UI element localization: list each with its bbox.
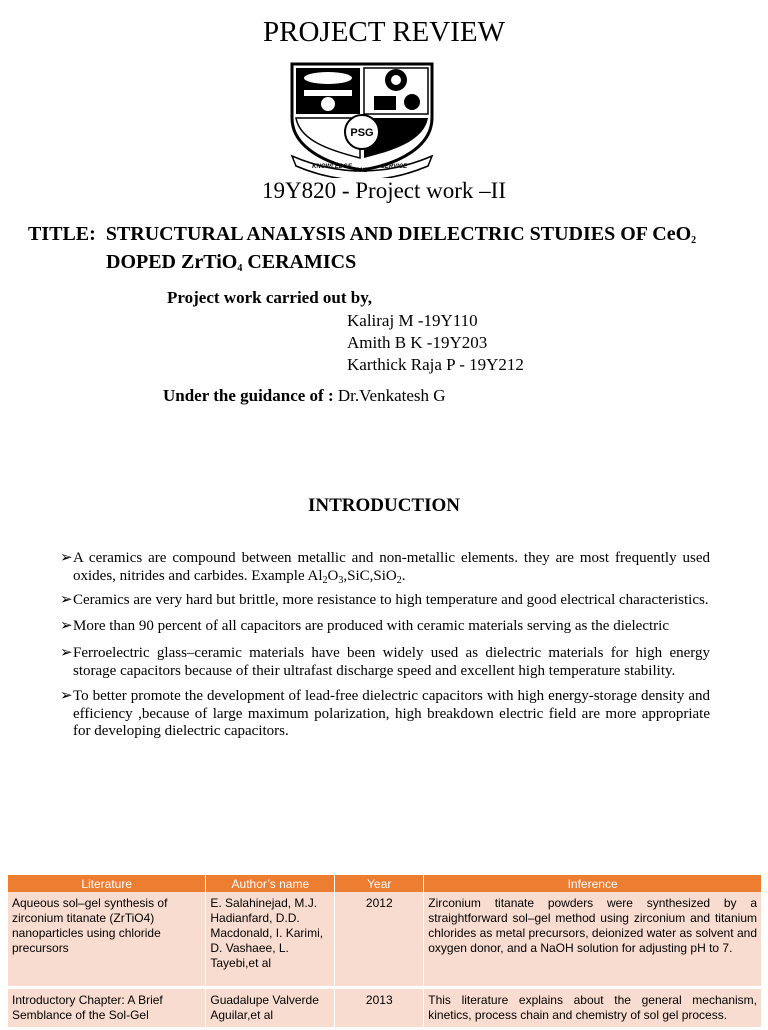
literature-cell: Aqueous sol–gel synthesis of zirconium titanate (ZrTiO4) nanoparticles using chloride precursors xyxy=(8,892,206,987)
bullet-item: ➢ More than 90 percent of all capacitors are produced with ceramic materials serving as the dielectric xyxy=(60,617,669,634)
arrow-bullet-icon: ➢ xyxy=(60,617,73,634)
bullet-item: ➢ A ceramics are compound between metallic and non-metallic elements. they are most frequently used oxides, nitrides and carbides. Example $Al_2O_3,SiC,SiO_2$. xyxy=(60,550,710,586)
bullet-item: ➢ Ferroelectric glass–ceramic materials have been widely used as dielectric materials for high energy storage capacitors because of their ultrafast discharge speed and excellent high temperature stability. xyxy=(60,645,710,679)
college-crest-logo xyxy=(288,60,436,178)
carried-out-label: Project work carried out by, xyxy=(167,288,373,307)
literature-review-table xyxy=(8,875,762,1030)
crest-motto-mid: AND xyxy=(355,168,369,174)
title-line-2 xyxy=(28,248,748,276)
page-heading: PROJECT REVIEW xyxy=(263,16,505,48)
author-cell: E. Salahinejad, M.J. Hadianfard, D.D. Macdonald, I. Karimi, D. Vashaee, L. Tayebi,et al xyxy=(206,892,335,987)
introduction-heading: INTRODUCTION xyxy=(307,495,461,516)
table-row xyxy=(8,987,762,1028)
team-member: Amith B K -19Y203 xyxy=(347,333,488,352)
literature-cell: Introductory Chapter: A Brief Semblance of the Sol-Gel xyxy=(8,987,206,1028)
inference-cell: Zirconium titanate powders were synthesized by a straightforward sol–gel method using zirconium and titanium chlorides as metal precursors, deionized water as solvent and oxygen donor, and a NaOH solution for adjusting pH to 7. xyxy=(424,892,762,987)
column-header: Year xyxy=(335,875,424,892)
bullet-item: ➢ To better promote the development of lead-free dielectric capacitors with high energy-storage density and efficiency ,because of large maximum polarization, high breakdown electric field are more appropriate for developing dielectric capacitors. xyxy=(60,688,710,739)
table-row xyxy=(8,892,762,987)
crest-motto-left: KNOWLEDGE xyxy=(312,164,352,170)
title-subscript-1: 2 xyxy=(691,235,697,246)
crest-monogram: PSG xyxy=(350,127,374,139)
bullet-item: ➢ Ceramics are very hard but brittle, more resistance to high temperature and good electrical characteristics. xyxy=(60,592,709,608)
arrow-bullet-icon: ➢ xyxy=(60,688,73,704)
crest-motto-right: SERVICE xyxy=(380,164,408,170)
author-cell: Guadalupe Valverde Aguilar,et al xyxy=(206,987,335,1028)
guidance-line xyxy=(163,386,446,406)
arrow-bullet-icon: ➢ xyxy=(60,550,73,566)
team-members xyxy=(347,310,524,376)
arrow-bullet-icon: ➢ xyxy=(60,592,73,608)
guidance-label: Under the guidance of : xyxy=(163,386,334,405)
team-member: Kaliraj M -19Y110 xyxy=(347,311,478,330)
year-cell: 2012 xyxy=(335,892,424,987)
year-cell: 2013 xyxy=(335,987,424,1028)
title-prefix: TITLE: xyxy=(28,223,96,245)
team-member: Karthick Raja P - 19Y212 xyxy=(347,355,524,374)
title-text-2: DOPED ZrTiO xyxy=(106,251,238,273)
course-code: 19Y820 - Project work –II xyxy=(261,178,506,203)
inference-cell: This literature explains about the general mechanism, kinetics, process chain and chemistry of sol gel process. xyxy=(424,987,762,1028)
table-header-row xyxy=(8,875,762,892)
project-title xyxy=(28,220,748,276)
column-header: Inference xyxy=(424,875,762,892)
introduction-bullets xyxy=(60,550,710,741)
title-text-2-tail: CERAMICS xyxy=(247,251,357,273)
title-text-1: STRUCTURAL ANALYSIS AND DIELECTRIC STUDIES OF CeO xyxy=(105,223,692,245)
column-header: Author’s name xyxy=(206,875,335,892)
arrow-bullet-icon: ➢ xyxy=(60,645,73,661)
guide-name: Dr.Venkatesh G xyxy=(337,386,446,405)
title-line-1 xyxy=(28,220,748,248)
title-subscript-2: 4 xyxy=(237,263,243,274)
column-header: Literature xyxy=(8,875,206,892)
